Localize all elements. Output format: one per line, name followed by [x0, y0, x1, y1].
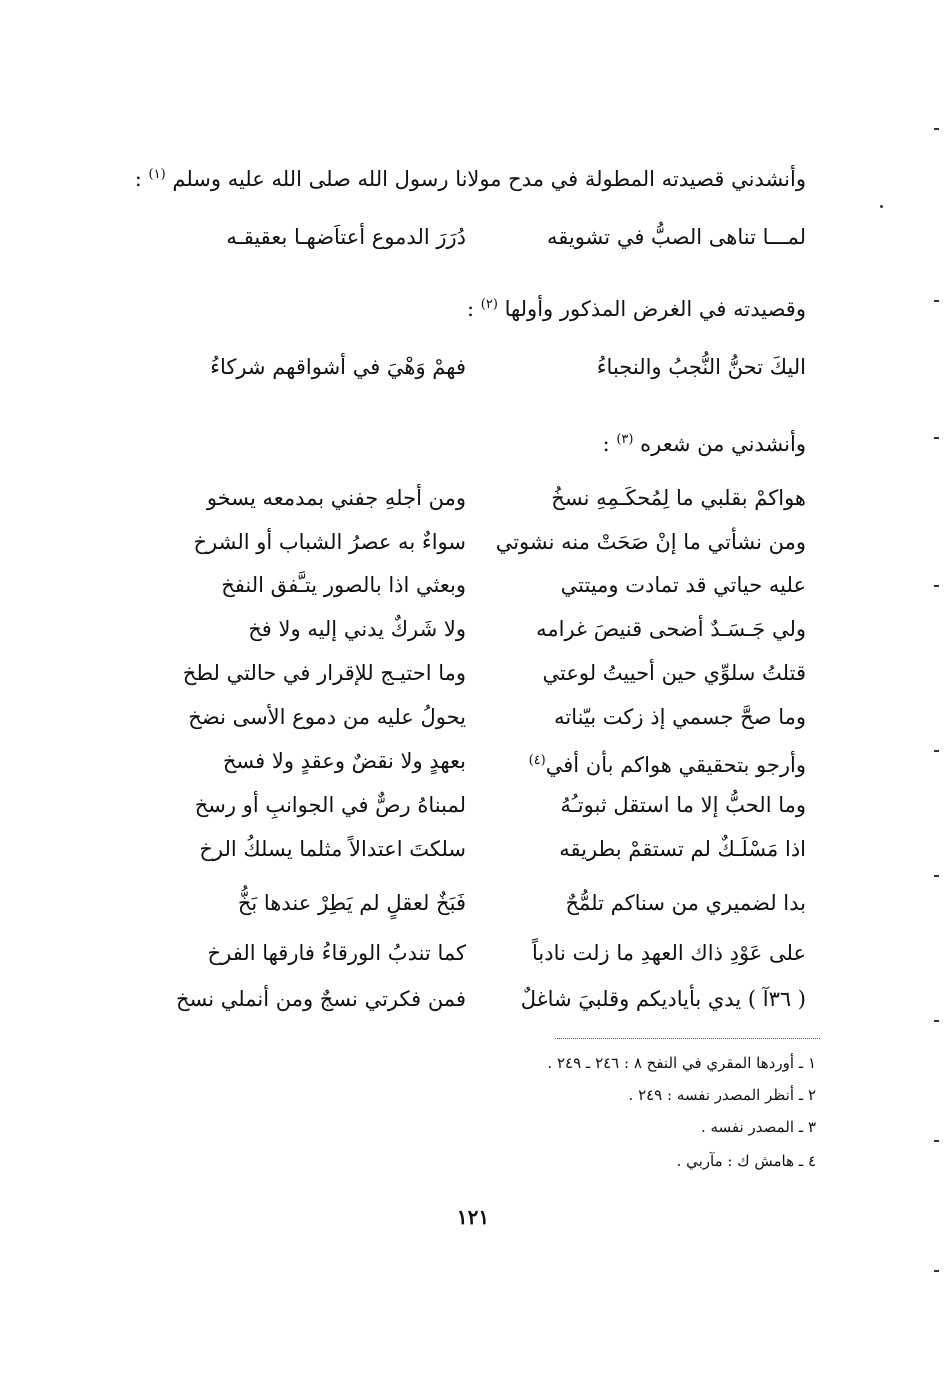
poem-verse-9-first: اذا مَسْلَـكٌ لم تستقمْ بطريقه: [559, 837, 806, 861]
poem-verse-11-second: كما تندبُ الورقاءُ فارقها الفرخ: [207, 941, 466, 965]
poem-verse-4-first: ولي جَـسَـدٌ أضحى قنيصَ غرامه: [536, 617, 806, 641]
poem-verse-7-first: [476, 746, 806, 780]
page-number: ١٢١: [456, 1205, 490, 1229]
poem-verse-6-second: يحولُ عليه من دموع الأسى نضخ: [188, 705, 466, 729]
poem-verse-5-first: قتلتُ سلوِّي حين أحييتُ لوعتي: [542, 661, 806, 685]
intro-line-3: [146, 425, 806, 459]
scan-edge-mark: [934, 585, 939, 587]
verse-hemistich-second: فهمْ وَهْيَ في أشواقهم شركاءُ: [210, 355, 466, 379]
footnote-4: ٤ ـ هامش ك : مآربي .: [676, 1152, 816, 1170]
scan-edge-mark: [934, 128, 939, 130]
scan-edge-mark: [934, 875, 939, 877]
poem-verse-4-second: ولا شَركٌ يدني إليه ولا فخ: [248, 617, 466, 641]
poem-verse-12-first: ( ٣٦آ ) يدي بأياديكم وقلبيَ شاغلٌ: [520, 987, 806, 1011]
poem-verse-1-first: هواكمْ بقلبي ما لِمُحكَـمِهِ نسخُ: [551, 486, 806, 510]
poem-verse-8-first: وما الحبُّ إلا ما استقل ثبوتـُهُ: [560, 793, 806, 817]
intro-colon: :: [134, 167, 149, 191]
poem-verse-2-second: سواءٌ به عصرُ الشباب أو الشرخ: [193, 530, 466, 554]
intro-colon: :: [602, 432, 617, 456]
scan-edge-mark: [934, 1270, 939, 1272]
verse-hemistich-first: لمـــا تناهى الصبُّ في تشويقه: [546, 225, 806, 249]
scan-edge-mark: [934, 437, 939, 439]
poem-verse-5-second: وما احتيـج للإقرار في حالتي لطخ: [182, 661, 466, 685]
poem-verse-1-second: ومن أجلهِ جفني بمدمعه يسخو: [206, 486, 466, 510]
intro-text: وأنشدني من شعره: [640, 432, 806, 456]
footnote-3: ٣ ـ المصدر نفسه .: [700, 1118, 816, 1136]
footnote-ref-4[interactable]: (٤): [528, 753, 546, 768]
scan-edge-mark: [934, 1140, 939, 1142]
intro-colon: :: [466, 297, 481, 321]
poem-verse-3-first: عليه حياتي قد تمادت وميتتي: [560, 573, 806, 597]
intro-line-2: [146, 290, 806, 324]
footnote-2: ٢ ـ أنظر المصدر نفسه : ٢٤٩ .: [628, 1086, 816, 1104]
poem-verse-2-first: ومن نشأتي ما إنْ صَحَتْ منه نشوتي: [495, 530, 806, 554]
poem-verse-3-second: وبعثي اذا بالصور يتـَّفق النفخ: [221, 573, 466, 597]
poem-verse-10-first: بدا لضميري من سناكم تلمُّحٌ: [565, 891, 806, 915]
poem-verse-11-first: على عَوْدِ ذاك العهدِ ما زلت نادباً: [532, 941, 806, 965]
footnote-ref-3[interactable]: (٣): [616, 432, 634, 447]
verse-hemistich-first: اليكَ تحنُّ النُّجبُ والنجباءُ: [596, 355, 806, 379]
footnote-ref-2[interactable]: (٢): [480, 297, 498, 312]
footnote-divider: [555, 1038, 820, 1039]
scan-edge-mark: [934, 1020, 939, 1022]
footnote-ref-1[interactable]: (١): [148, 167, 166, 182]
intro-line-1: [134, 160, 806, 194]
intro-text: وقصيدته في الغرض المذكور وأولها: [504, 297, 806, 321]
scan-edge-mark: [934, 300, 939, 302]
poem-verse-9-second: سلكتَ اعتدالاً مثلما يسلكُ الرخ: [199, 837, 466, 861]
poem-verse-7-first-text: وأرجو بتحقيقي هواكم بأن أفي: [545, 753, 806, 777]
intro-text: وأنشدني قصيدته المطولة في مدح مولانا رسول الله صلى الله عليه وسلم: [172, 167, 806, 191]
poem-verse-10-second: فَبَخٌ لعقلٍ لم يَطِرْ عندها بَخُّ: [237, 891, 466, 915]
poem-verse-8-second: لمبناهُ رصٌّ في الجوانبِ أو رسخ: [194, 793, 466, 817]
poem-verse-7-second: بعهدٍ ولا نقضٌ وعقدٍ ولا فسخ: [222, 749, 466, 773]
scan-edge-mark: [934, 750, 939, 752]
footnote-1: ١ ـ أوردها المقري في النفح ٨ : ٢٤٦ ـ ٢٤٩ .: [547, 1054, 816, 1072]
poem-verse-12-second: فمن فكرتي نسجٌ ومن أنملي نسخ: [175, 987, 466, 1011]
poem-verse-6-first: وما صحَّ جسمي إذ زكت بيّناته: [554, 705, 806, 729]
scan-speck: [880, 205, 883, 208]
verse-hemistich-second: دُرَرَ الدموع أعتاَضهـا بعقيقـه: [226, 225, 466, 249]
